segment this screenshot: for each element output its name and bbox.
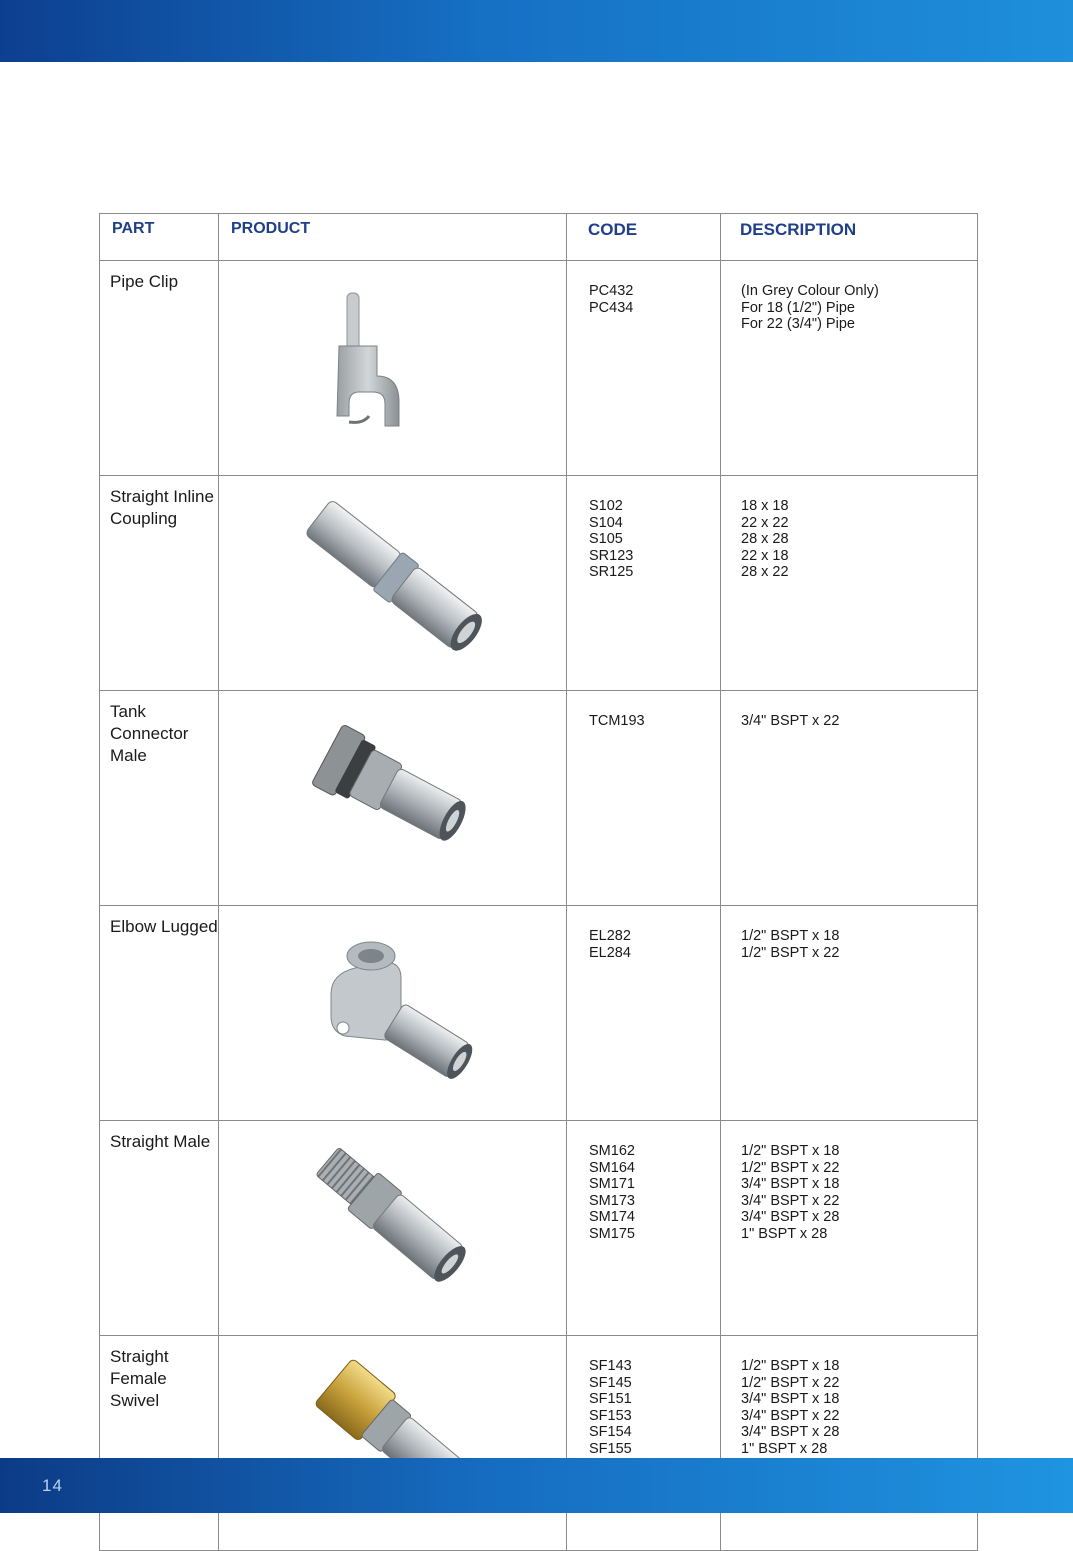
code-value: PC432 xyxy=(589,283,634,299)
code-cell xyxy=(567,261,721,476)
part-name: Connector xyxy=(110,724,189,743)
product-image-cell xyxy=(219,691,567,906)
code-value: SM173 xyxy=(589,1192,635,1209)
code-cell xyxy=(567,476,721,691)
code-cell xyxy=(567,1121,721,1336)
part-cell xyxy=(100,476,219,691)
part-name: Elbow Lugged xyxy=(110,917,218,936)
description-value: 1/2" BSPT x 22 xyxy=(741,1374,840,1391)
description-value: 22 x 18 xyxy=(741,547,789,564)
product-table xyxy=(99,213,978,1551)
code-value: TCM193 xyxy=(589,713,645,729)
code-cell xyxy=(567,906,721,1121)
description-value: 28 x 22 xyxy=(741,564,789,580)
product-image-cell xyxy=(219,476,567,691)
part-name: Pipe Clip xyxy=(110,272,179,291)
straight-male-icon xyxy=(219,1121,565,1313)
part-name: Swivel xyxy=(110,1391,160,1410)
part-cell xyxy=(100,691,219,906)
part-name: Coupling xyxy=(110,509,178,528)
code-value: SM164 xyxy=(589,1159,635,1176)
table-header-row xyxy=(100,214,978,261)
tank-connector-male-icon xyxy=(219,691,565,883)
part-name: Male xyxy=(110,746,147,765)
description-value: For 18 (1/2") Pipe xyxy=(741,299,855,316)
table-row xyxy=(100,691,978,906)
code-value: SF143 xyxy=(589,1358,632,1374)
description-value: 1/2" BSPT x 18 xyxy=(741,928,840,944)
code-value: SM175 xyxy=(589,1225,635,1242)
description-value: 1/2" BSPT x 18 xyxy=(741,1358,840,1374)
description-cell xyxy=(721,1121,978,1336)
code-value: SF154 xyxy=(589,1424,632,1440)
table-row xyxy=(100,906,978,1121)
part-name: Female xyxy=(110,1369,167,1388)
part-cell xyxy=(100,1121,219,1336)
code-value: S105 xyxy=(589,531,623,547)
bottom-banner xyxy=(0,1458,1073,1513)
description-value: 1/2" BSPT x 18 xyxy=(741,1143,840,1159)
description-value: 3/4" BSPT x 18 xyxy=(741,1391,840,1407)
code-value: EL284 xyxy=(589,944,631,961)
elbow-lugged-icon xyxy=(219,906,565,1098)
header-code: CODE xyxy=(567,214,721,261)
description-cell xyxy=(721,1336,978,1551)
table-row xyxy=(100,1121,978,1336)
code-value: PC434 xyxy=(589,299,634,316)
description-value: 22 x 22 xyxy=(741,514,789,531)
description-value: 1" BSPT x 28 xyxy=(741,1440,828,1457)
table-row xyxy=(100,476,978,691)
description-cell xyxy=(721,691,978,906)
code-value: SR125 xyxy=(589,564,634,580)
product-image-cell xyxy=(219,906,567,1121)
product-image-cell xyxy=(219,1121,567,1336)
description-cell xyxy=(721,906,978,1121)
description-value: (In Grey Colour Only) xyxy=(741,283,879,299)
description-value: 1/2" BSPT x 22 xyxy=(741,944,840,961)
code-value: EL282 xyxy=(589,928,631,944)
description-value: 18 x 18 xyxy=(741,498,789,514)
product-image-cell xyxy=(219,261,567,476)
code-value: S102 xyxy=(589,498,623,514)
description-cell xyxy=(721,261,978,476)
code-value: SF151 xyxy=(589,1391,632,1407)
code-cell xyxy=(567,691,721,906)
top-banner xyxy=(0,0,1073,62)
part-name: Straight xyxy=(110,1347,169,1366)
code-value: SF153 xyxy=(589,1407,632,1424)
part-cell xyxy=(100,261,219,476)
part-name: Straight Inline xyxy=(110,487,214,506)
description-value: 1/2" BSPT x 22 xyxy=(741,1159,840,1176)
part-name: Straight Male xyxy=(110,1132,211,1151)
description-value: 3/4" BSPT x 22 xyxy=(741,713,840,729)
description-value: 3/4" BSPT x 28 xyxy=(741,1209,840,1225)
header-description: DESCRIPTION xyxy=(721,214,978,261)
pipe-clip-icon xyxy=(219,261,565,453)
code-value: SF145 xyxy=(589,1374,632,1391)
description-value: 28 x 28 xyxy=(741,531,789,547)
description-value: 1" BSPT x 28 xyxy=(741,1225,828,1242)
description-value: 3/4" BSPT x 28 xyxy=(741,1424,840,1440)
header-product: PRODUCT xyxy=(219,214,567,261)
part-name: Tank xyxy=(110,702,146,721)
code-value: SM171 xyxy=(589,1176,635,1192)
code-value: SM162 xyxy=(589,1143,635,1159)
product-image-cell xyxy=(219,1336,567,1551)
code-value: SR123 xyxy=(589,547,634,564)
description-value: 3/4" BSPT x 22 xyxy=(741,1407,840,1424)
code-value: SF155 xyxy=(589,1440,632,1457)
code-value: SM174 xyxy=(589,1209,635,1225)
description-value: 3/4" BSPT x 22 xyxy=(741,1192,840,1209)
part-cell xyxy=(100,1336,219,1551)
table-row xyxy=(100,261,978,476)
header-part: PART xyxy=(100,214,219,261)
straight-inline-coupling-icon xyxy=(219,476,565,668)
description-value: For 22 (3/4") Pipe xyxy=(741,316,855,332)
description-cell xyxy=(721,476,978,691)
code-cell xyxy=(567,1336,721,1551)
table-row xyxy=(100,1336,978,1551)
description-value: 3/4" BSPT x 18 xyxy=(741,1176,840,1192)
page-number: 14 xyxy=(42,1476,63,1495)
code-value: S104 xyxy=(589,514,623,531)
part-cell xyxy=(100,906,219,1121)
